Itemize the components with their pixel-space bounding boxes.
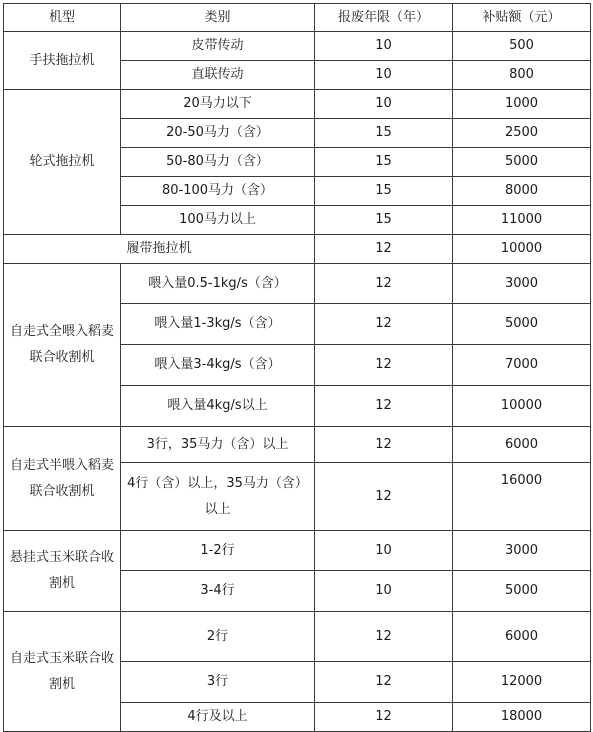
table-row xyxy=(4,531,591,571)
years-cell: 12 xyxy=(315,612,453,662)
category-cell: 20马力以下 xyxy=(121,90,315,119)
years-cell: 15 xyxy=(315,177,453,206)
table-row xyxy=(4,264,591,304)
category-cell: 喂入量0.5-1kg/s（含） xyxy=(121,264,315,304)
years-cell: 12 xyxy=(315,386,453,427)
subsidy-cell: 10000 xyxy=(453,235,591,264)
subsidy-cell: 5000 xyxy=(453,148,591,177)
header-subsidy: 补贴额（元） xyxy=(453,4,591,32)
subsidy-cell: 5000 xyxy=(453,571,591,612)
category-cell: 3-4行 xyxy=(121,571,315,612)
type-cell: 手扶拖拉机 xyxy=(4,32,121,90)
subsidy-cell: 3000 xyxy=(453,264,591,304)
subsidy-table xyxy=(3,3,591,732)
subsidy-cell: 500 xyxy=(453,32,591,61)
subsidy-cell: 800 xyxy=(453,61,591,90)
subsidy-cell: 10000 xyxy=(453,386,591,427)
subsidy-cell: 18000 xyxy=(453,703,591,732)
category-cell: 4行及以上 xyxy=(121,703,315,732)
type-cell: 履带拖拉机 xyxy=(4,235,315,264)
category-cell: 20-50马力（含） xyxy=(121,119,315,148)
header-type: 机型 xyxy=(4,4,121,32)
category-cell: 50-80马力（含） xyxy=(121,148,315,177)
category-cell: 80-100马力（含） xyxy=(121,177,315,206)
header-years: 报废年限（年） xyxy=(315,4,453,32)
table-row xyxy=(4,90,591,119)
years-cell: 10 xyxy=(315,61,453,90)
subsidy-cell: 6000 xyxy=(453,612,591,662)
header-category: 类别 xyxy=(121,4,315,32)
subsidy-cell: 16000 xyxy=(453,463,591,531)
category-cell: 喂入量3-4kg/s（含） xyxy=(121,345,315,386)
category-cell: 100马力以上 xyxy=(121,206,315,235)
years-cell: 10 xyxy=(315,90,453,119)
subsidy-cell: 7000 xyxy=(453,345,591,386)
category-cell: 4行（含）以上，35马力（含）以上 xyxy=(121,463,315,531)
years-cell: 12 xyxy=(315,662,453,703)
category-cell: 直联传动 xyxy=(121,61,315,90)
years-cell: 15 xyxy=(315,206,453,235)
type-cell: 悬挂式玉米联合收割机 xyxy=(4,531,121,612)
category-cell: 喂入量1-3kg/s（含） xyxy=(121,304,315,345)
years-cell: 10 xyxy=(315,571,453,612)
years-cell: 15 xyxy=(315,148,453,177)
years-cell: 12 xyxy=(315,703,453,732)
type-cell: 自走式半喂入稻麦联合收割机 xyxy=(4,427,121,531)
table-row xyxy=(4,427,591,463)
type-cell: 自走式玉米联合收割机 xyxy=(4,612,121,732)
table-row xyxy=(4,235,591,264)
subsidy-cell: 5000 xyxy=(453,304,591,345)
years-cell: 15 xyxy=(315,119,453,148)
category-cell: 皮带传动 xyxy=(121,32,315,61)
category-cell: 3行，35马力（含）以上 xyxy=(121,427,315,463)
type-cell: 自走式全喂入稻麦联合收割机 xyxy=(4,264,121,427)
years-cell: 12 xyxy=(315,463,453,531)
subsidy-cell: 12000 xyxy=(453,662,591,703)
years-cell: 12 xyxy=(315,427,453,463)
subsidy-cell: 6000 xyxy=(453,427,591,463)
years-cell: 12 xyxy=(315,264,453,304)
years-cell: 12 xyxy=(315,304,453,345)
subsidy-cell: 2500 xyxy=(453,119,591,148)
category-cell: 1-2行 xyxy=(121,531,315,571)
subsidy-cell: 8000 xyxy=(453,177,591,206)
category-cell: 喂入量4kg/s以上 xyxy=(121,386,315,427)
type-cell: 轮式拖拉机 xyxy=(4,90,121,235)
header-row xyxy=(4,4,591,32)
years-cell: 12 xyxy=(315,345,453,386)
table-row xyxy=(4,612,591,662)
subsidy-cell: 1000 xyxy=(453,90,591,119)
years-cell: 10 xyxy=(315,531,453,571)
category-cell: 3行 xyxy=(121,662,315,703)
category-cell: 2行 xyxy=(121,612,315,662)
years-cell: 10 xyxy=(315,32,453,61)
table-row xyxy=(4,32,591,61)
subsidy-cell: 11000 xyxy=(453,206,591,235)
subsidy-cell: 3000 xyxy=(453,531,591,571)
years-cell: 12 xyxy=(315,235,453,264)
